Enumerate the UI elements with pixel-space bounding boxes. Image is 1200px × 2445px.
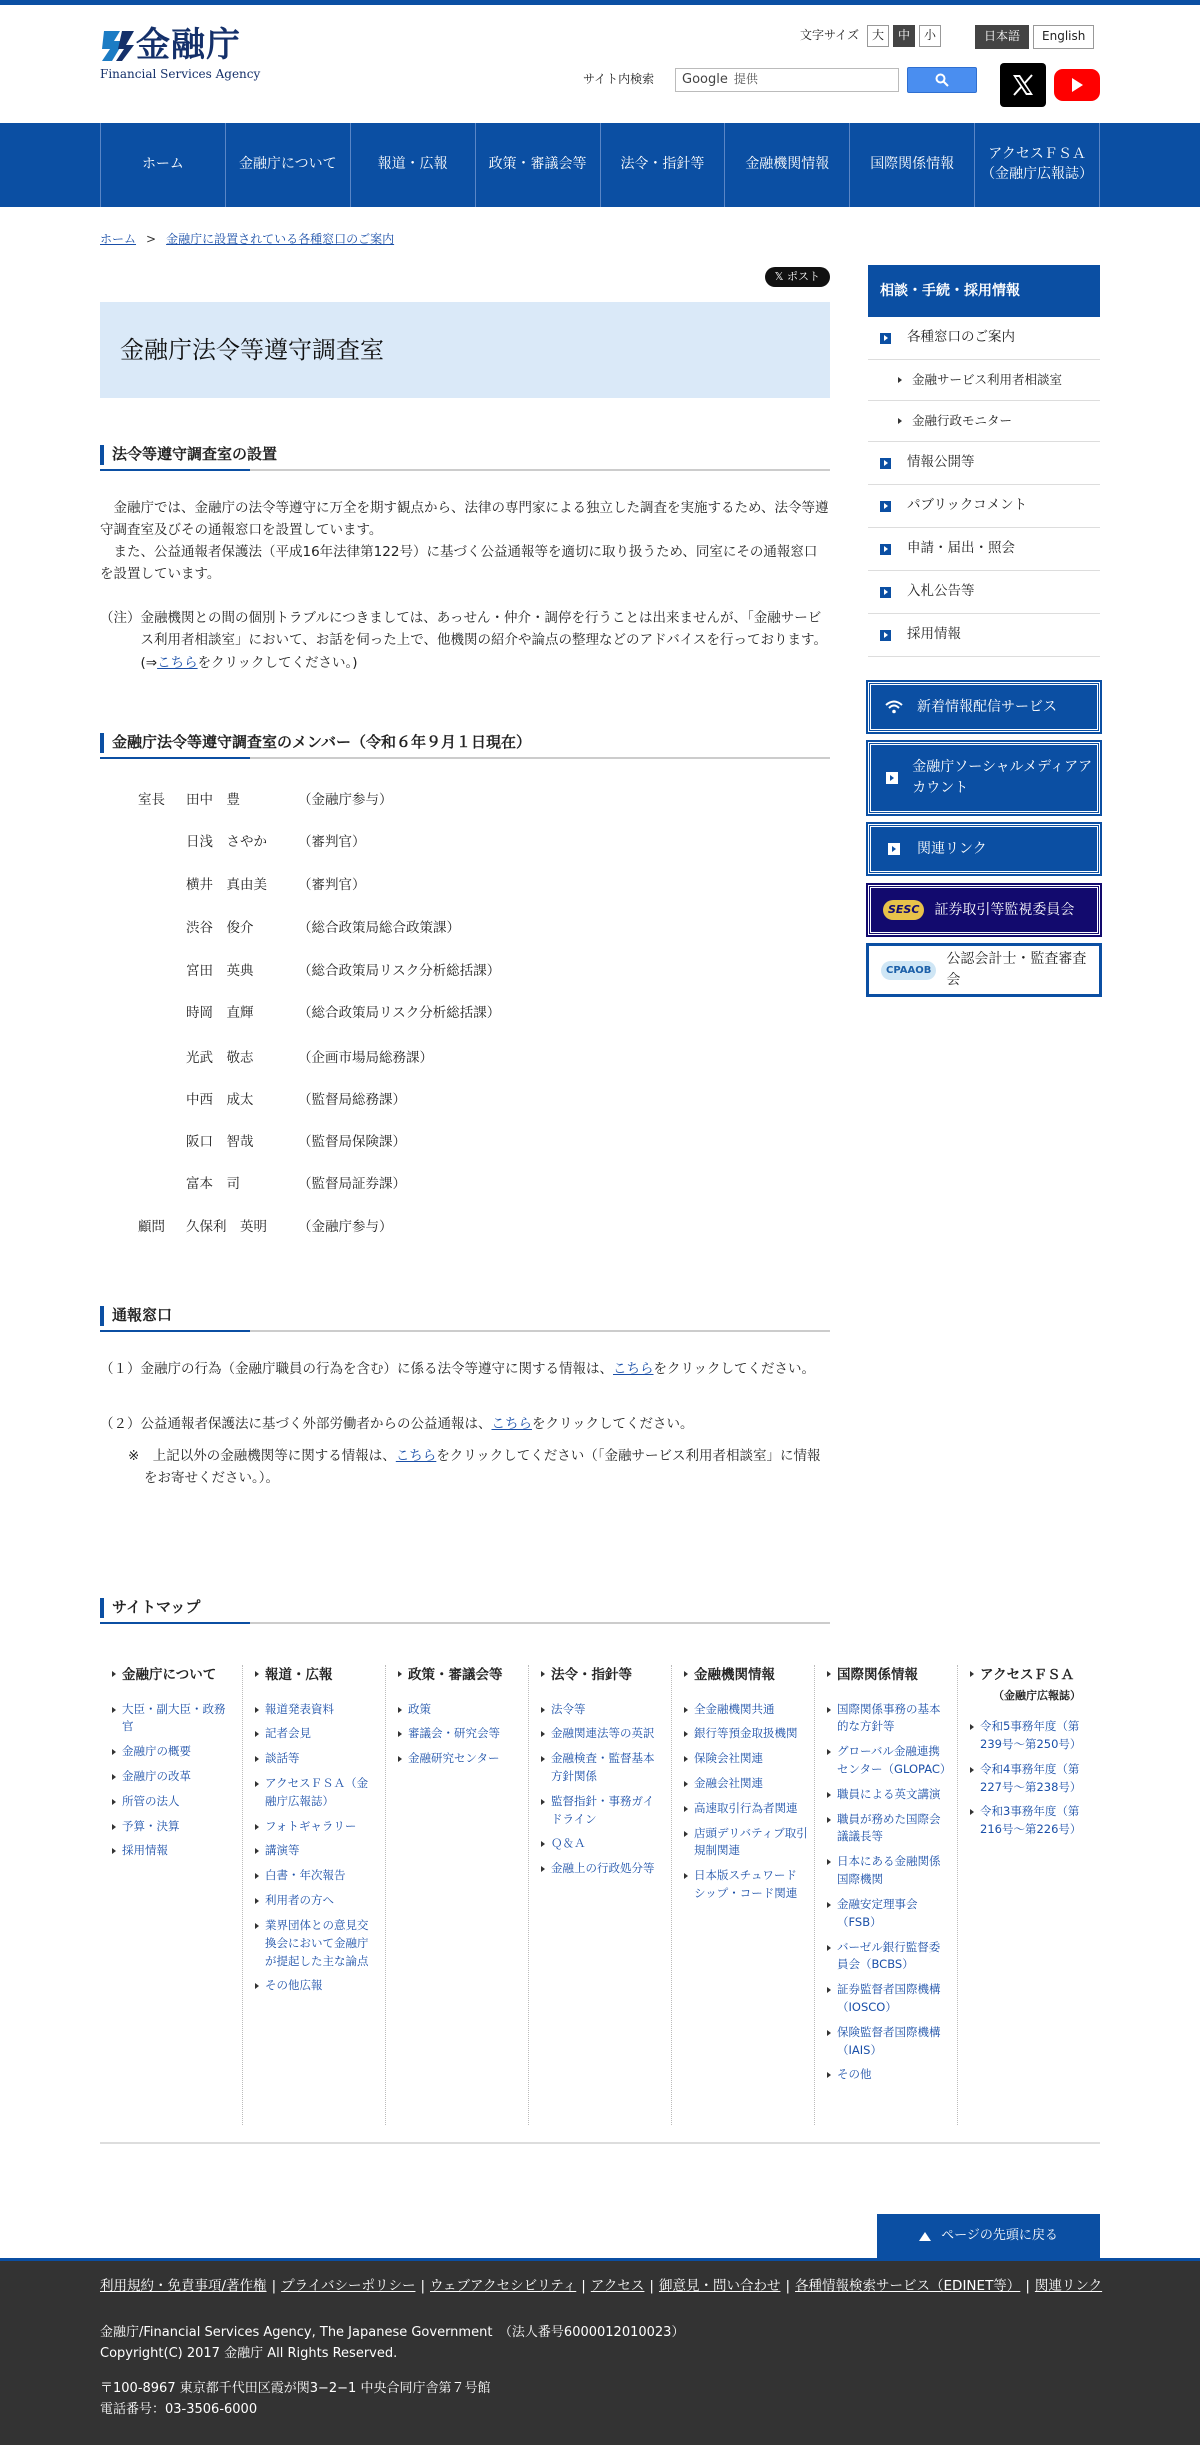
nav-news[interactable]: 報道・広報 xyxy=(351,123,476,207)
nav-international[interactable]: 国際関係情報 xyxy=(850,123,975,207)
sitemap-link[interactable]: 金融上の行政処分等 xyxy=(541,1860,665,1878)
sitemap-link[interactable]: 利用者の方へ xyxy=(255,1892,379,1910)
sitemap-link[interactable]: 大臣・副大臣・政務官 xyxy=(112,1701,236,1737)
sidebar-item-label: 申請・届出・照会 xyxy=(907,540,1015,557)
sitemap-column xyxy=(386,1665,529,2125)
lang-japanese-button[interactable]: 日本語 xyxy=(975,25,1029,49)
sitemap-link[interactable]: 金融会社関連 xyxy=(684,1775,808,1793)
sitemap-link[interactable]: 銀行等預金取扱機関 xyxy=(684,1725,808,1743)
banner-label: 関連リンク xyxy=(917,840,987,857)
arrow-square-icon xyxy=(880,501,891,512)
sitemap-link[interactable]: 法令等 xyxy=(541,1701,665,1719)
font-size-large-button[interactable]: 大 xyxy=(867,25,889,47)
reporting-note-text-end: をクリックしてください（「金融サービス利用者相談室」に情報をお寄せください。）。 xyxy=(144,1448,821,1487)
consultation-link[interactable]: こちら xyxy=(157,654,198,671)
sitemap-link[interactable]: 金融関連法等の英訳 xyxy=(541,1725,665,1743)
member-name: 中西 成太 xyxy=(186,1092,254,1108)
font-size-switcher xyxy=(800,25,941,47)
search-icon xyxy=(935,73,949,87)
member-position: （金融庁参与） xyxy=(298,792,393,808)
sitemap-column-title[interactable]: 金融機関情報 xyxy=(684,1665,808,1687)
sitemap-column-title[interactable]: 政策・審議会等 xyxy=(398,1665,522,1687)
sitemap-link[interactable]: フォトギャラリー xyxy=(255,1818,379,1836)
sitemap-link[interactable]: 金融安定理事会（FSB） xyxy=(827,1896,951,1932)
member-name: 時岡 直輝 xyxy=(186,1005,254,1021)
section-heading-text: サイトマップ xyxy=(112,1598,201,1616)
sidebar-item-public-comment[interactable] xyxy=(868,485,1100,528)
banner-label: 証券取引等監視委員会 xyxy=(934,901,1075,918)
reporting-link-2[interactable]: こちら xyxy=(491,1416,532,1432)
arrow-square-icon xyxy=(880,458,891,469)
footer-phone: 電話番号：03-3506-6000 xyxy=(100,2402,258,2417)
nav-access-fsa[interactable]: アクセスＦＳＡ （金融庁広報誌） xyxy=(975,123,1100,207)
member-position: （審判官） xyxy=(298,834,366,850)
sidebar-item-label: 情報公開等 xyxy=(907,454,975,471)
sitemap-link[interactable]: 金融研究センター xyxy=(398,1750,522,1768)
sitemap-column-title[interactable]: 報道・広報 xyxy=(255,1665,379,1687)
footer-link-contact[interactable]: 御意見・問い合わせ xyxy=(658,2278,781,2294)
arrow-square-icon xyxy=(883,772,900,784)
arrow-square-icon xyxy=(880,544,891,555)
reporting-item-text: （２）公益通報者保護法に基づく外部労働者からの公益通報は、 xyxy=(100,1416,492,1432)
sitemap-link[interactable]: 報道発表資料 xyxy=(255,1701,379,1719)
member-position: （金融庁参与） xyxy=(298,1219,393,1235)
sitemap-link[interactable]: アクセスＦＳＡ（金融庁広報誌） xyxy=(255,1775,379,1811)
member-position: （総合政策局総合政策課） xyxy=(298,920,460,936)
lang-english-button[interactable]: English xyxy=(1033,25,1094,49)
sitemap-link[interactable]: 職員が務めた国際会議議長等 xyxy=(827,1811,951,1847)
search-label: サイト内検索 xyxy=(583,72,655,87)
member-position: （監督局証券課） xyxy=(298,1176,406,1192)
back-to-top-button[interactable]: ページの先頭に戻る xyxy=(877,2214,1100,2258)
reporting-item-text-end: をクリックしてください。 xyxy=(532,1416,694,1432)
logo-name: 金融庁 xyxy=(136,25,241,65)
banner-cpaaob[interactable] xyxy=(868,945,1100,995)
sesc-logo: SESC xyxy=(883,900,924,921)
member-name: 阪口 智哉 xyxy=(186,1134,254,1150)
footer-link-access[interactable]: アクセス xyxy=(590,2278,645,2294)
banner-sesc[interactable] xyxy=(868,885,1100,935)
sitemap-link[interactable]: 令和5事務年度（第239号〜第250号） xyxy=(970,1718,1094,1754)
site-search xyxy=(583,67,977,93)
reporting-note-text: ※ 上記以外の金融機関等に関する情報は、 xyxy=(128,1448,396,1464)
establishment-paragraph-1: 金融庁では、金融庁の法令等遵守に万全を期す観点から、法律の専門家による独立した調査を実施するため、法令等遵守調査室及びその通報窓口を設置しています。 xyxy=(100,500,829,539)
sitemap-link[interactable]: 保険監督者国際機構（IAIS） xyxy=(827,2024,951,2060)
sidebar-item-applications[interactable] xyxy=(868,528,1100,571)
google-brand: Google xyxy=(682,71,728,87)
member-name: 日浅 さやか xyxy=(186,834,267,850)
member-name: 光武 敬志 xyxy=(186,1050,254,1066)
note-text: （注）金融機関との間の個別トラブルにつきましては、あっせん・仲介・調停を行うことは出来ませんが、「金融サービス利用者相談室」において、お話を伺った上で、他機関の紹介や論点の整理などのアドバイスを行っております。(⇒ xyxy=(100,610,827,671)
banner-label: 公認会計士・監査審査会 xyxy=(946,951,1087,988)
search-placeholder: 提供 xyxy=(733,72,758,87)
sitemap-link[interactable]: 講演等 xyxy=(255,1842,379,1860)
sidebar-item-label: 金融サービス利用者相談室 xyxy=(912,372,1063,387)
sitemap-column xyxy=(529,1665,672,2125)
site-header xyxy=(0,5,1200,123)
sidebar-heading[interactable]: 相談・手続・採用情報 xyxy=(868,265,1100,317)
fsa-logo[interactable] xyxy=(100,27,270,87)
sitemap-link[interactable]: 記者会見 xyxy=(255,1725,379,1743)
sitemap-column-title[interactable]: 金融庁について xyxy=(112,1665,236,1687)
font-size-label: 文字サイズ xyxy=(800,28,860,43)
sitemap-link[interactable]: 所管の法人 xyxy=(112,1793,236,1811)
sitemap-link[interactable]: その他 xyxy=(827,2066,951,2084)
sitemap-link[interactable]: 高速取引行為者関連 xyxy=(684,1800,808,1818)
youtube-link[interactable] xyxy=(1054,69,1100,101)
youtube-play-icon xyxy=(1069,77,1085,93)
sidebar xyxy=(868,265,1100,657)
sitemap-link[interactable]: 金融庁の改革 xyxy=(112,1768,236,1786)
member-name: 富本 司 xyxy=(186,1176,240,1192)
x-logo-icon xyxy=(1010,72,1036,98)
section-heading-members xyxy=(100,725,830,759)
banner-label: 金融庁ソーシャルメディアアカウント xyxy=(912,759,1093,796)
section-heading-text: 金融庁法令等遵守調査室のメンバー（令和６年９月１日現在） xyxy=(112,733,531,751)
section-heading-reporting xyxy=(100,1298,830,1332)
footer-link-privacy[interactable]: プライバシーポリシー xyxy=(281,2278,416,2294)
reporting-link-1[interactable]: こちら xyxy=(613,1361,654,1377)
section-heading-establishment xyxy=(100,437,830,471)
arrow-square-icon xyxy=(880,630,891,641)
breadcrumb xyxy=(100,230,394,249)
sidebar-subitem-consultation[interactable] xyxy=(868,360,1100,401)
sidebar-item-recruitment[interactable] xyxy=(868,614,1100,657)
sitemap-link[interactable]: 職員による英文講演 xyxy=(827,1786,951,1804)
sitemap-link[interactable]: 金融検査・監督基本方針関係 xyxy=(541,1750,665,1786)
establishment-paragraph-2: また、公益通報者保護法（平成16年法律第122号）に基づく公益通報等を適切に取り扱うため、同室にその通報窓口を設置しています。 xyxy=(100,544,818,583)
reporting-item-text-end: をクリックしてください。 xyxy=(653,1361,815,1377)
sidebar-item-label: 各種窓口のご案内 xyxy=(907,329,1015,346)
sitemap-link[interactable]: その他広報 xyxy=(255,1977,379,1995)
sitemap-link[interactable]: 保険会社関連 xyxy=(684,1750,808,1768)
member-name: 宮田 英典 xyxy=(186,963,254,979)
cpaaob-logo: CPAAOB xyxy=(881,961,936,980)
post-label: ポスト xyxy=(787,270,820,283)
sitemap-column-title[interactable]: 国際関係情報 xyxy=(827,1665,951,1687)
sitemap-column-title-text: アクセスＦＳＡ xyxy=(980,1667,1075,1683)
sitemap-link[interactable]: 政策 xyxy=(398,1701,522,1719)
sitemap-link[interactable]: 業界団体との意見交換会において金融庁が提起した主な論点 xyxy=(255,1917,379,1970)
sitemap xyxy=(100,1665,1100,2125)
section-heading-text: 通報窓口 xyxy=(112,1306,173,1324)
member-role: 室長 xyxy=(138,792,165,808)
sitemap-link[interactable]: バーゼル銀行監督委員会（BCBS） xyxy=(827,1939,951,1975)
sitemap-link[interactable]: 証券監督者国際機構（IOSCO） xyxy=(827,1981,951,2017)
sidebar-item-bids[interactable] xyxy=(868,571,1100,614)
sitemap-column xyxy=(100,1665,243,2125)
sitemap-column xyxy=(672,1665,815,2125)
establishment-note xyxy=(100,607,830,674)
sidebar-item-contacts[interactable] xyxy=(868,317,1100,360)
sitemap-link[interactable]: 審議会・研究会等 xyxy=(398,1725,522,1743)
member-name: 渋谷 俊介 xyxy=(186,920,254,936)
sitemap-column xyxy=(958,1665,1100,2125)
sitemap-link[interactable]: 店頭デリバティブ取引規制関連 xyxy=(684,1825,808,1861)
sitemap-link[interactable]: 白書・年次報告 xyxy=(255,1867,379,1885)
footer-link-terms[interactable]: 利用規約・免責事項/著作権 xyxy=(100,2278,267,2294)
nav-about[interactable]: 金融庁について xyxy=(226,123,351,207)
site-footer xyxy=(0,2258,1200,2445)
sitemap-column-title[interactable] xyxy=(970,1665,1094,1704)
banner-updates-service[interactable] xyxy=(868,682,1100,732)
sidebar-item-label: 入札公告等 xyxy=(907,583,975,600)
sitemap-link[interactable]: 談話等 xyxy=(255,1750,379,1768)
member-position: （監督局保険課） xyxy=(298,1134,406,1150)
sitemap-column-title[interactable]: 法令・指針等 xyxy=(541,1665,665,1687)
sitemap-link[interactable]: 監督指針・事務ガイドライン xyxy=(541,1793,665,1829)
x-post-button[interactable] xyxy=(765,267,830,287)
reporting-item-2 xyxy=(100,1413,830,1435)
member-position: （総合政策局リスク分析総括課） xyxy=(298,963,501,979)
sitemap-link[interactable]: 令和3事務年度（第216号〜第226号） xyxy=(970,1803,1094,1839)
footer-link-edinet[interactable]: 各種情報検索サービス（EDINET等） xyxy=(795,2278,1021,2294)
sitemap-divider xyxy=(100,2142,1100,2144)
member-name: 田中 豊 xyxy=(186,792,240,808)
section-heading-text: 法令等遵守調査室の設置 xyxy=(112,445,278,463)
member-name: 久保利 英明 xyxy=(186,1219,267,1235)
banner-related-links[interactable] xyxy=(868,824,1100,874)
member-position: （審判官） xyxy=(298,877,366,893)
sitemap-link[interactable]: Ｑ＆Ａ xyxy=(541,1835,665,1853)
sitemap-column xyxy=(815,1665,958,2125)
arrow-square-icon xyxy=(880,333,891,344)
logo-subtitle: Financial Services Agency xyxy=(100,67,261,81)
sitemap-link[interactable]: 採用情報 xyxy=(112,1842,236,1860)
member-position: （企画市場局総務課） xyxy=(298,1050,433,1066)
wifi-icon xyxy=(883,700,905,714)
arrow-square-icon xyxy=(880,587,891,598)
sitemap-column-subtitle: （金融庁広報誌） xyxy=(993,1688,1081,1702)
banner-label: 新着情報配信サービス xyxy=(917,698,1057,715)
reporting-item-text: （１）金融庁の行為（金融庁職員の行為を含む）に係る法令等遵守に関する情報は、 xyxy=(100,1361,613,1377)
member-name: 横井 真由美 xyxy=(186,877,267,893)
sidebar-item-label: 金融行政モニター xyxy=(912,413,1013,428)
sitemap-link[interactable]: 日本にある金融関係国際機関 xyxy=(827,1853,951,1889)
font-size-small-button[interactable]: 小 xyxy=(919,25,941,47)
x-small-icon: 𝕏 xyxy=(774,270,787,283)
page-title: 金融庁法令等遵守調査室 xyxy=(100,302,830,398)
language-switcher xyxy=(975,25,1094,49)
footer-link-accessibility[interactable]: ウェブアクセシビリティ xyxy=(430,2278,577,2294)
sitemap-link[interactable]: 国際関係事務の基本的な方針等 xyxy=(827,1701,951,1737)
nav-home[interactable]: ホーム xyxy=(101,123,226,207)
nav-institutions[interactable]: 金融機関情報 xyxy=(725,123,850,207)
footer-copyright: Copyright(C) 2017 金融庁 All Rights Reserved. xyxy=(100,2346,398,2361)
nav-laws[interactable]: 法令・指針等 xyxy=(601,123,726,207)
sitemap-link[interactable]: グローバル金融連携センター（GLOPAC） xyxy=(827,1743,951,1779)
reporting-item-1 xyxy=(100,1358,830,1380)
x-twitter-link[interactable] xyxy=(1000,63,1046,107)
sitemap-link[interactable]: 全金融機関共通 xyxy=(684,1701,808,1719)
breadcrumb-separator: > xyxy=(146,232,157,246)
footer-link-related[interactable]: 関連リンク xyxy=(1034,2278,1103,2294)
sitemap-link[interactable]: 金融庁の概要 xyxy=(112,1743,236,1761)
font-size-medium-button[interactable]: 中 xyxy=(893,25,915,47)
global-nav xyxy=(0,123,1200,207)
sidebar-subitem-monitor[interactable] xyxy=(868,401,1100,442)
banner-social-media[interactable] xyxy=(868,742,1100,814)
footer-address: 〒100-8967 東京都千代田区霞が関3−2−1 中央合同庁舎第７号館 xyxy=(100,2381,491,2396)
sidebar-item-label: 採用情報 xyxy=(907,626,961,643)
sidebar-item-disclosure[interactable] xyxy=(868,442,1100,485)
sitemap-link[interactable]: 日本版スチュワードシップ・コード関連 xyxy=(684,1867,808,1903)
member-position: （監督局総務課） xyxy=(298,1092,406,1108)
fsa-emblem-icon xyxy=(100,29,136,63)
sitemap-link[interactable]: 令和4事務年度（第227号〜第238号） xyxy=(970,1761,1094,1797)
footer-org: 金融庁/Financial Services Agency, The Japanese Government （法人番号6000012010023） xyxy=(100,2325,685,2340)
nav-policy[interactable]: 政策・審議会等 xyxy=(476,123,601,207)
reporting-link-3[interactable]: こちら xyxy=(395,1448,437,1464)
footer-links: 利用規約・免責事項/著作権 | プライバシーポリシー | ウェブアクセシビリティ | アクセス | 御意見・問い合わせ | 各種情報検索サービス（EDINET等） | 関連リンク xyxy=(100,2276,1102,2298)
breadcrumb-current-link[interactable]: 金融庁に設置されている各種窓口のご案内 xyxy=(166,232,395,246)
breadcrumb-home-link[interactable]: ホーム xyxy=(100,232,137,246)
search-input[interactable] xyxy=(675,68,899,92)
member-role: 顧問 xyxy=(138,1219,165,1235)
search-button[interactable] xyxy=(907,67,977,93)
sidebar-item-label: パブリックコメント xyxy=(907,497,1028,514)
arrow-square-icon xyxy=(883,843,905,855)
sitemap-link[interactable]: 予算・決算 xyxy=(112,1818,236,1836)
sitemap-column xyxy=(243,1665,386,2125)
sitemap-heading xyxy=(100,1590,1100,1624)
reporting-note xyxy=(114,1445,830,1490)
note-text-end: をクリックしてください。) xyxy=(197,654,358,671)
member-position: （総合政策局リスク分析総括課） xyxy=(298,1005,501,1021)
